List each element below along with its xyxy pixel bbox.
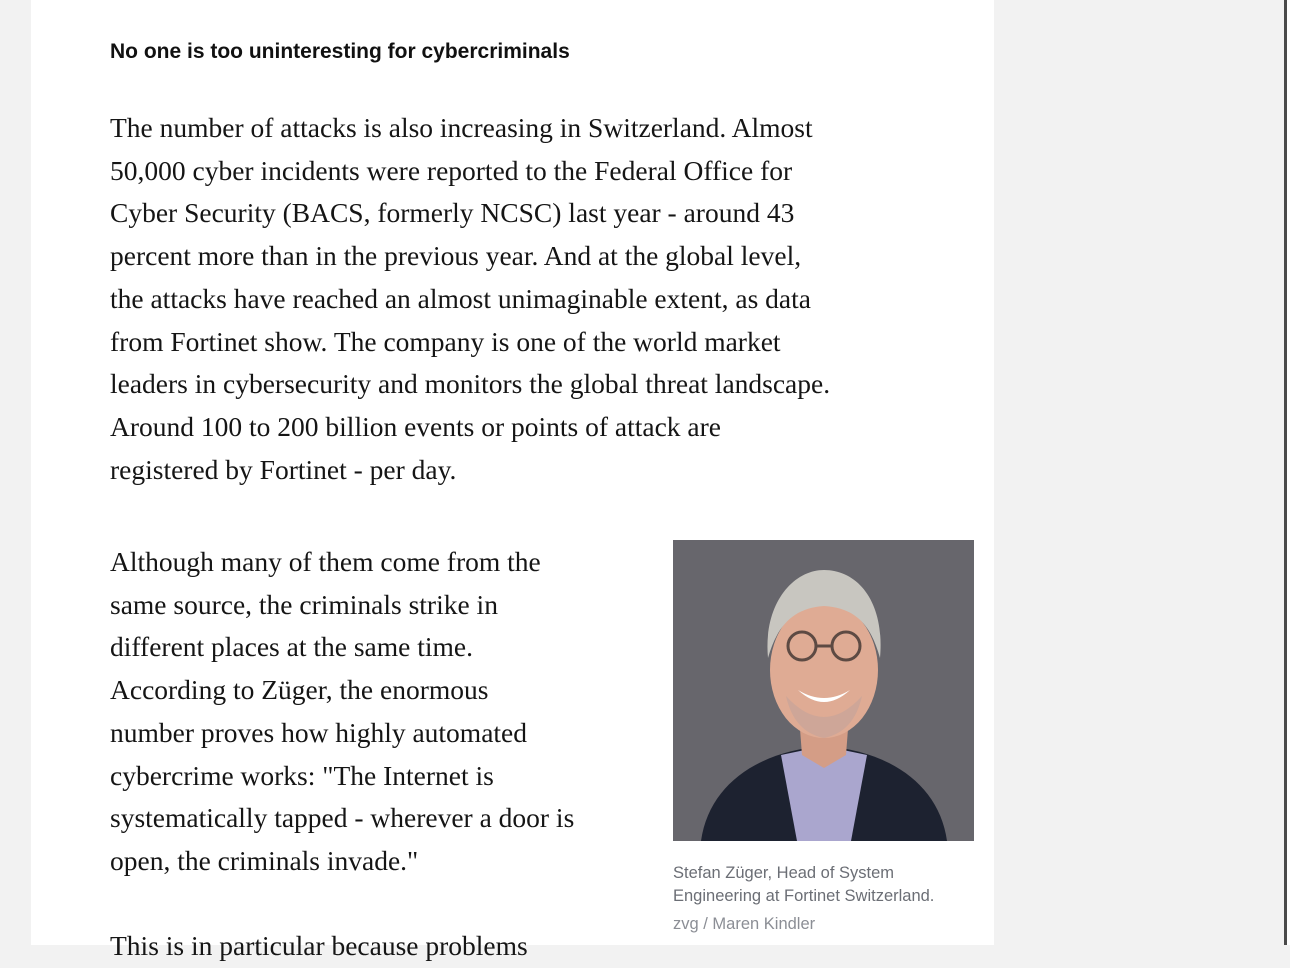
paragraph-line: the attacks have reached an almost unimaginable extent, as data [110, 282, 811, 314]
caption-line-1: Stefan Züger, Head of System [673, 864, 895, 882]
paragraph-line: According to Züger, the enormous [110, 674, 489, 706]
paragraph-line: 50,000 cyber incidents were reported to the Federal Office for [110, 154, 793, 186]
paragraph-line: Cyber Security (BACS, formerly NCSC) last year - around 43 [110, 197, 795, 229]
section-subheading: No one is too uninteresting for cybercriminals [110, 40, 570, 63]
paragraph-line: open, the criminals invade." [110, 844, 419, 876]
paragraph-line: Although many of them come from the [110, 546, 541, 577]
caption-line-2: Engineering at Fortinet Switzerland. [673, 887, 935, 905]
article-paragraph-3-partial: This is in particular because problems [110, 930, 528, 961]
photo-credit: zvg / Maren Kindler [673, 915, 816, 933]
paragraph-line: cybercrime works: "The Internet is [110, 759, 494, 791]
author-photo-figure [673, 540, 974, 934]
paragraph-line: leaders in cybersecurity and monitors the global threat landscape. [110, 368, 831, 400]
paragraph-line: The number of attacks is also increasing in Switzerland. Almost [110, 112, 813, 143]
paragraph-line: same source, the criminals strike in [110, 588, 498, 620]
paragraph-line: systematically tapped - wherever a door is [110, 802, 575, 834]
article-paragraph-1 [110, 107, 830, 491]
paragraph-line: from Fortinet show. The company is one of the world market [110, 325, 781, 357]
paragraph-line: percent more than in the previous year. And at the global level, [110, 240, 802, 272]
paragraph-line: registered by Fortinet - per day. [110, 453, 457, 485]
paragraph-line: Around 100 to 200 billion events or points of attack are [110, 410, 721, 442]
article-paragraph-2 [110, 541, 574, 883]
paragraph-line: number proves how highly automated [110, 716, 527, 748]
caption-text [673, 862, 974, 908]
portrait-photo[interactable] [673, 540, 974, 841]
paragraph-line: different places at the same time. [110, 631, 473, 663]
photo-caption [673, 862, 974, 934]
